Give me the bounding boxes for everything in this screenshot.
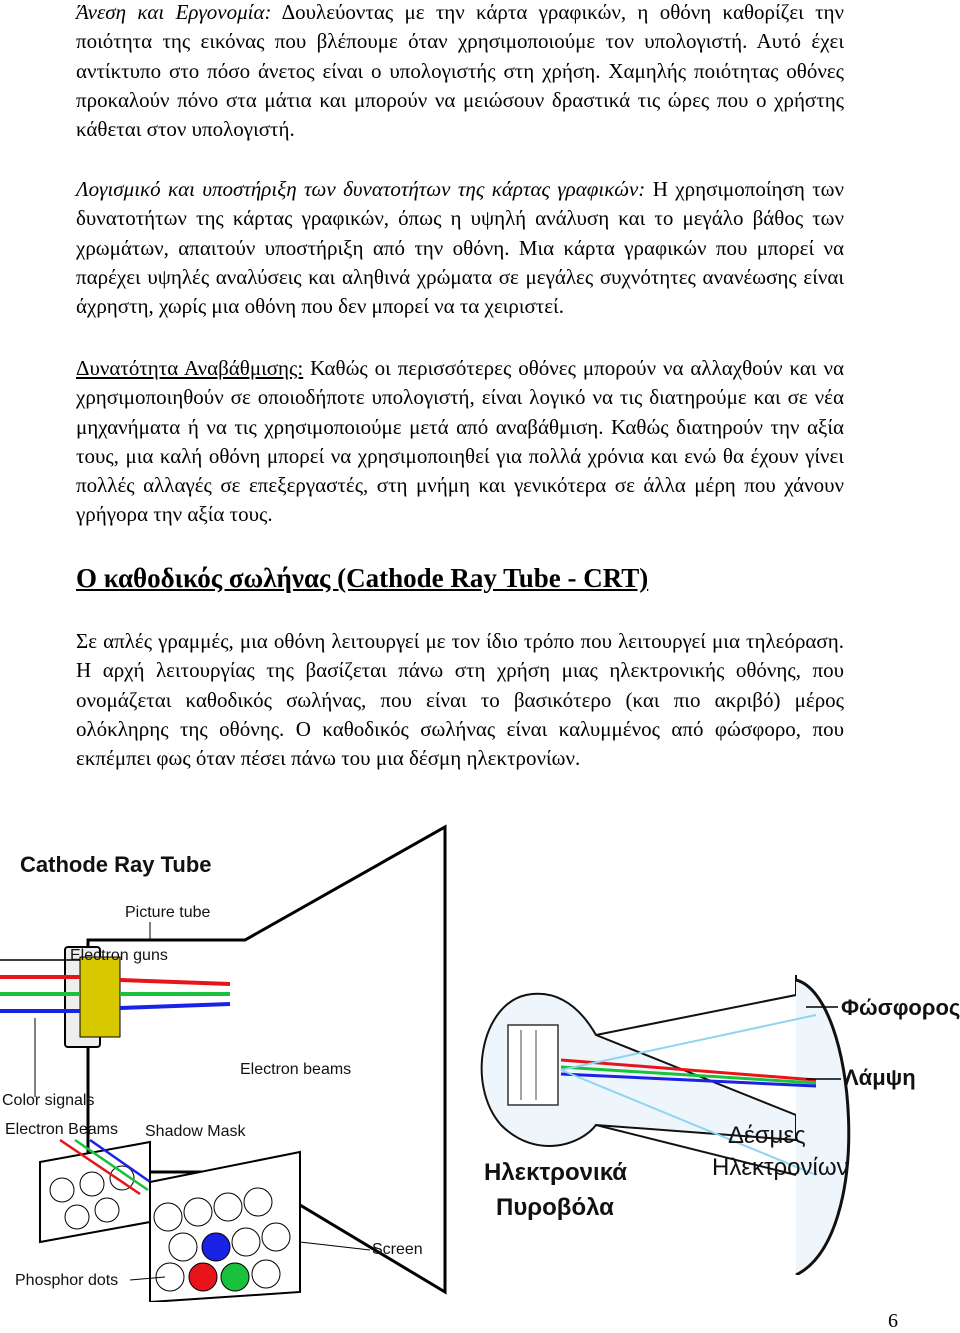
paragraph-crt-intro: Σε απλές γραμμές, μια οθόνη λειτουργεί με τον ίδιο τρόπο που λειτουργεί μια τηλεόραση. Η αρχή λειτουργίας της βασίζεται πάνω στη χρήση μιας ηλεκτρονικής οθόνης, που ονομάζεται καθοδικός σωλήνας, που είναι το βασικότερο (και πιο ακριβό) μέρος ολόκληρης της οθόνης. Ο καθοδικός σωλήνας είναι καλυμμένος από φώσφορο, που εκπέμπει φως όταν πέσει πάνω του μια δέσμη ηλεκτρονίων.: [76, 629, 844, 771]
paragraph-software-body: Η χρησιμοποίηση των δυνατοτήτων της κάρτας γραφικών, όπως η υψηλή ανάλυση και το μεγάλο βάθος των χρωμάτων, απαιτούν υποστήριξη από την οθόνη. Μια κάρτα γραφικών που μπορεί να παρέχει υψηλές αναλύσεις και αληθινά χρώματα σε μεγάλες συχνότητες ανανέωσης είναι άχρηστη, χωρίς μια οθόνη που δεν μπορεί να τα χειριστεί.: [76, 177, 844, 319]
crt-cross-section: [466, 975, 960, 1275]
paragraph-software-title: Λογισμικό και υποστήριξη των δυνατοτήτων της κάρτας γραφικών:: [76, 177, 646, 201]
label-color-signals: Color signals: [2, 1092, 95, 1109]
paragraph-upgrade-body: Καθώς οι περισσότερες οθόνες μπορούν να αλλαχθούν και να χρησιμοποιηθούν σε οποιοδήποτε υπολογιστή, είναι λογικό να τις διατηρούμε και σε νέα μηχανήματα ή να τις χρησιμοποιούμε μετά από αναβάθμιση. Καθώς διατηρούν την αξία τους, μια καλή οθόνη μπορεί να χρησιμοποιηθεί για πολλά χρόνια και ενώ θα έχουν γίνει πολλές αλλαγές σε επεξεργαστές, στη μνήμη και γενικότερα σε άλλα μέρη που χάνουν γρήγορα την αξία τους.: [76, 356, 844, 527]
label-phosphor-gr: Φώσφορος: [841, 995, 960, 1020]
page-number: 6: [888, 1310, 898, 1332]
label-electron-beams: Electron beams: [240, 1061, 352, 1078]
paragraph-ease-title: Άνεση και Εργονομία:: [76, 0, 272, 24]
electron-gun-base: [80, 957, 120, 1037]
paragraph-upgrade: [76, 354, 844, 530]
gun-internals: [508, 1025, 558, 1105]
label-lamp-gr: Λάμψη: [844, 1065, 916, 1090]
section-heading: Ο καθοδικός σωλήνας (Cathode Ray Tube - CRT): [76, 563, 649, 593]
label-beams-2: Ηλεκτρονίων: [712, 1154, 849, 1181]
label-beams-1: Δέσμες: [728, 1122, 806, 1149]
label-screen: Screen: [372, 1241, 423, 1258]
label-phosphor-dots: Phosphor dots: [15, 1272, 119, 1289]
paragraph-ease-body: Δουλεύοντας με την κάρτα γραφικών, η οθόνη καθορίζει την ποιότητα της εικόνας που βλέπουμε όταν χρησιμοποιούμε τον υπολογιστή. Αυτό έχει αντίκτυπο στο πόσο άνετος είναι ο υπολογιστής στη χρήση. Χαμηλής ποιότητας οθόνες προκαλούν πόνο στα μάτια και μπορούν να μειώσουν δραστικά τις ώρες που ο χρήστης κάθεται στον υπολογιστή.: [76, 0, 845, 142]
crt-diagram-title: Cathode Ray Tube: [20, 852, 212, 877]
label-shadow-mask: Shadow Mask: [145, 1123, 246, 1140]
crt-diagram: [0, 822, 470, 1302]
label-picture-tube: Picture tube: [125, 904, 211, 921]
label-electron-beams-cap: Electron Beams: [5, 1121, 118, 1138]
label-electron-guns: Electron guns: [70, 947, 168, 964]
paragraph-software: [76, 175, 844, 321]
label-guns-2: Πυροβόλα: [496, 1194, 614, 1221]
label-guns-1: Ηλεκτρονικά: [484, 1159, 628, 1186]
paragraph-upgrade-title: Δυνατότητα Αναβάθμισης:: [76, 356, 304, 380]
paragraph-ease: [76, 0, 844, 144]
